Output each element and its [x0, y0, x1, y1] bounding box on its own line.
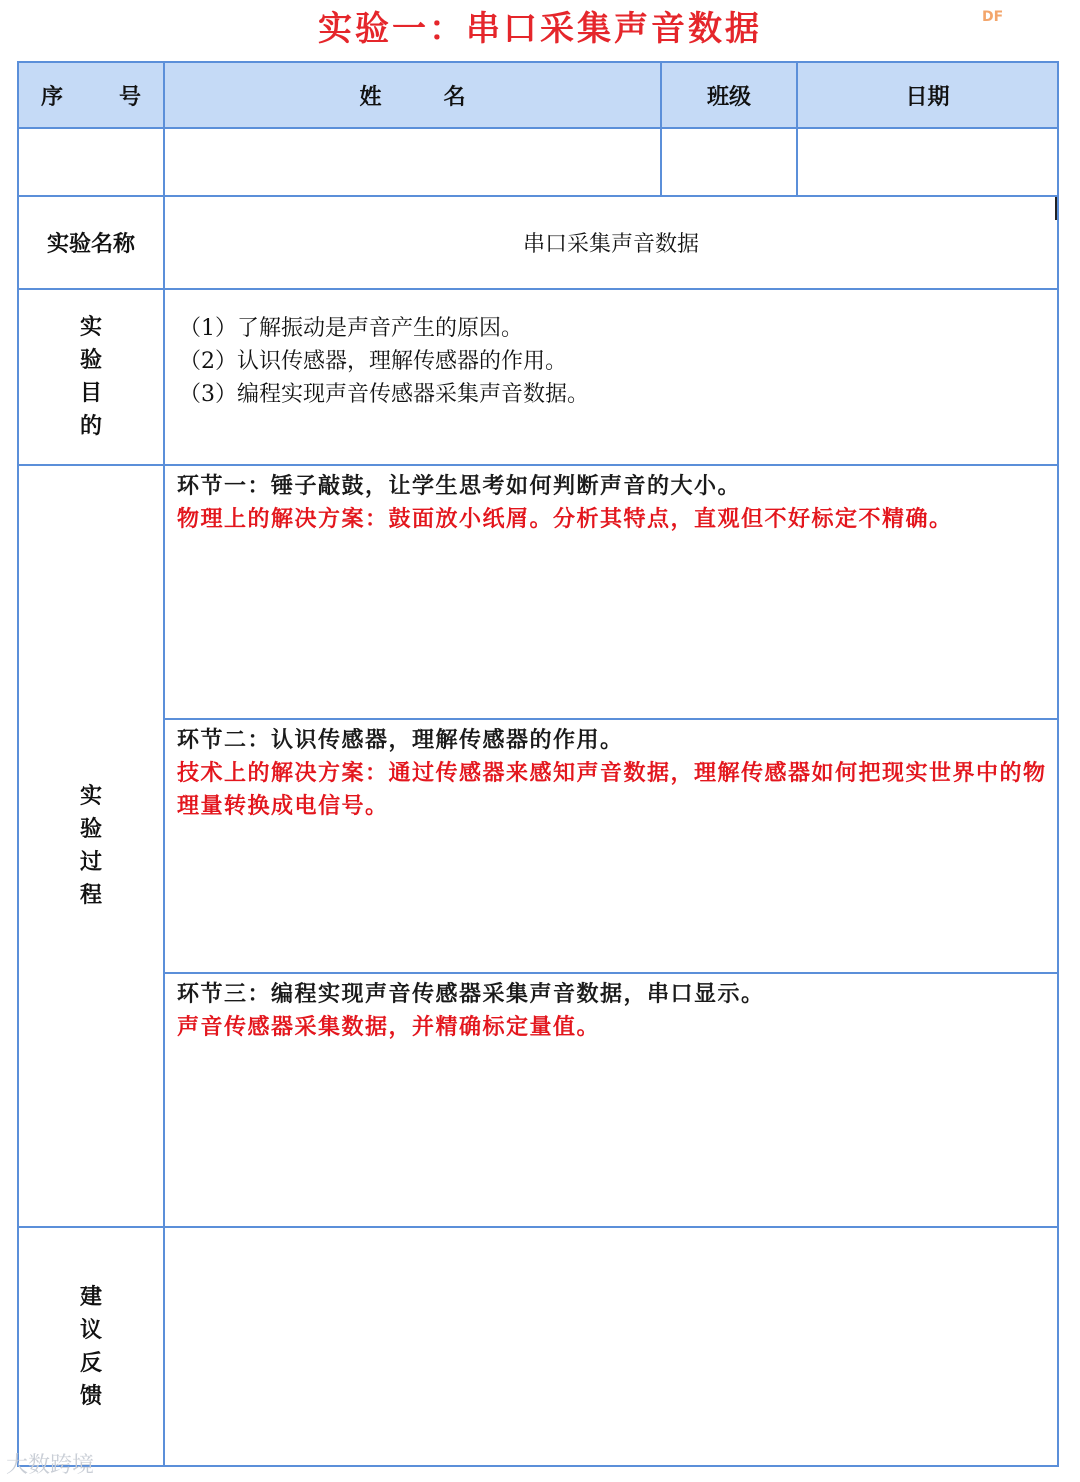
header-class: 班级 — [661, 62, 797, 128]
feedback-label-char: 反 — [79, 1349, 102, 1376]
process-label — [18, 465, 164, 1227]
process-step-row — [18, 465, 1058, 719]
step-question: 环节一：锤子敲鼓，让学生思考如何判断声音的大小。 — [177, 473, 742, 499]
class-field[interactable] — [661, 128, 797, 196]
step-answer: 物理上的解决方案：鼓面放小纸屑。分析其特点，直观但不好标定不精确。 — [177, 506, 953, 532]
header-no-char-2: 号 — [118, 84, 141, 110]
step-question: 环节二：认识传感器，理解传感器的作用。 — [177, 727, 624, 753]
header-name-char-1: 姓 — [359, 84, 382, 110]
process-label-char: 验 — [79, 816, 102, 842]
page-title: 实验一：串口采集声音数据 — [318, 9, 762, 49]
watermark: 大数跨境 — [6, 1453, 95, 1478]
process-step-2 — [164, 719, 1058, 973]
process-step-row — [18, 719, 1058, 973]
experiment-name-value: 串口采集声音数据 — [164, 196, 1058, 289]
experiment-name-row — [18, 196, 1058, 289]
process-step-3 — [164, 973, 1058, 1227]
process-step-row — [18, 973, 1058, 1227]
purpose-item: （3）编程实现声音传感器采集声音数据。 — [179, 382, 589, 407]
feedback-label-char: 建 — [79, 1283, 102, 1310]
step-question: 环节三：编程实现声音传感器采集声音数据，串口显示。 — [177, 981, 765, 1007]
purpose-row — [18, 289, 1058, 465]
purpose-label-char: 验 — [79, 347, 102, 373]
feedback-label-char: 馈 — [79, 1382, 102, 1409]
feedback-content[interactable] — [164, 1227, 1058, 1466]
experiment-name-label: 实验名称 — [18, 196, 164, 289]
process-label-char: 程 — [79, 882, 102, 908]
purpose-item: （1）了解振动是声音产生的原因。 — [179, 316, 523, 341]
purpose-label — [18, 289, 164, 465]
step-answer: 声音传感器采集数据，并精确标定量值。 — [177, 1014, 601, 1040]
header-date: 日期 — [797, 62, 1058, 128]
process-label-char: 过 — [79, 849, 102, 875]
name-field[interactable] — [164, 128, 661, 196]
date-field[interactable] — [797, 128, 1058, 196]
step-answer: 技术上的解决方案：通过传感器来感知声音数据，理解传感器如何把现实世界中的物理量转换成电信号。 — [177, 760, 1047, 819]
feedback-row — [18, 1227, 1058, 1466]
header-name — [164, 62, 661, 128]
header-no — [18, 62, 164, 128]
entry-row — [18, 128, 1058, 196]
feedback-label — [18, 1227, 164, 1466]
feedback-label-char: 议 — [79, 1316, 102, 1343]
purpose-label-char: 实 — [79, 314, 102, 340]
experiment-form-table — [17, 61, 1059, 1467]
header-row — [18, 62, 1058, 128]
process-label-char: 实 — [79, 783, 102, 809]
purpose-item: （2）认识传感器，理解传感器的作用。 — [179, 349, 567, 374]
purpose-label-char: 目 — [79, 380, 102, 406]
df-logo: DF — [982, 9, 1004, 25]
process-step-1 — [164, 465, 1058, 719]
purpose-content — [164, 289, 1058, 465]
header-no-char-1: 序 — [41, 84, 64, 110]
purpose-label-char: 的 — [79, 413, 102, 439]
header-name-char-2: 名 — [443, 84, 466, 110]
no-field[interactable] — [18, 128, 164, 196]
